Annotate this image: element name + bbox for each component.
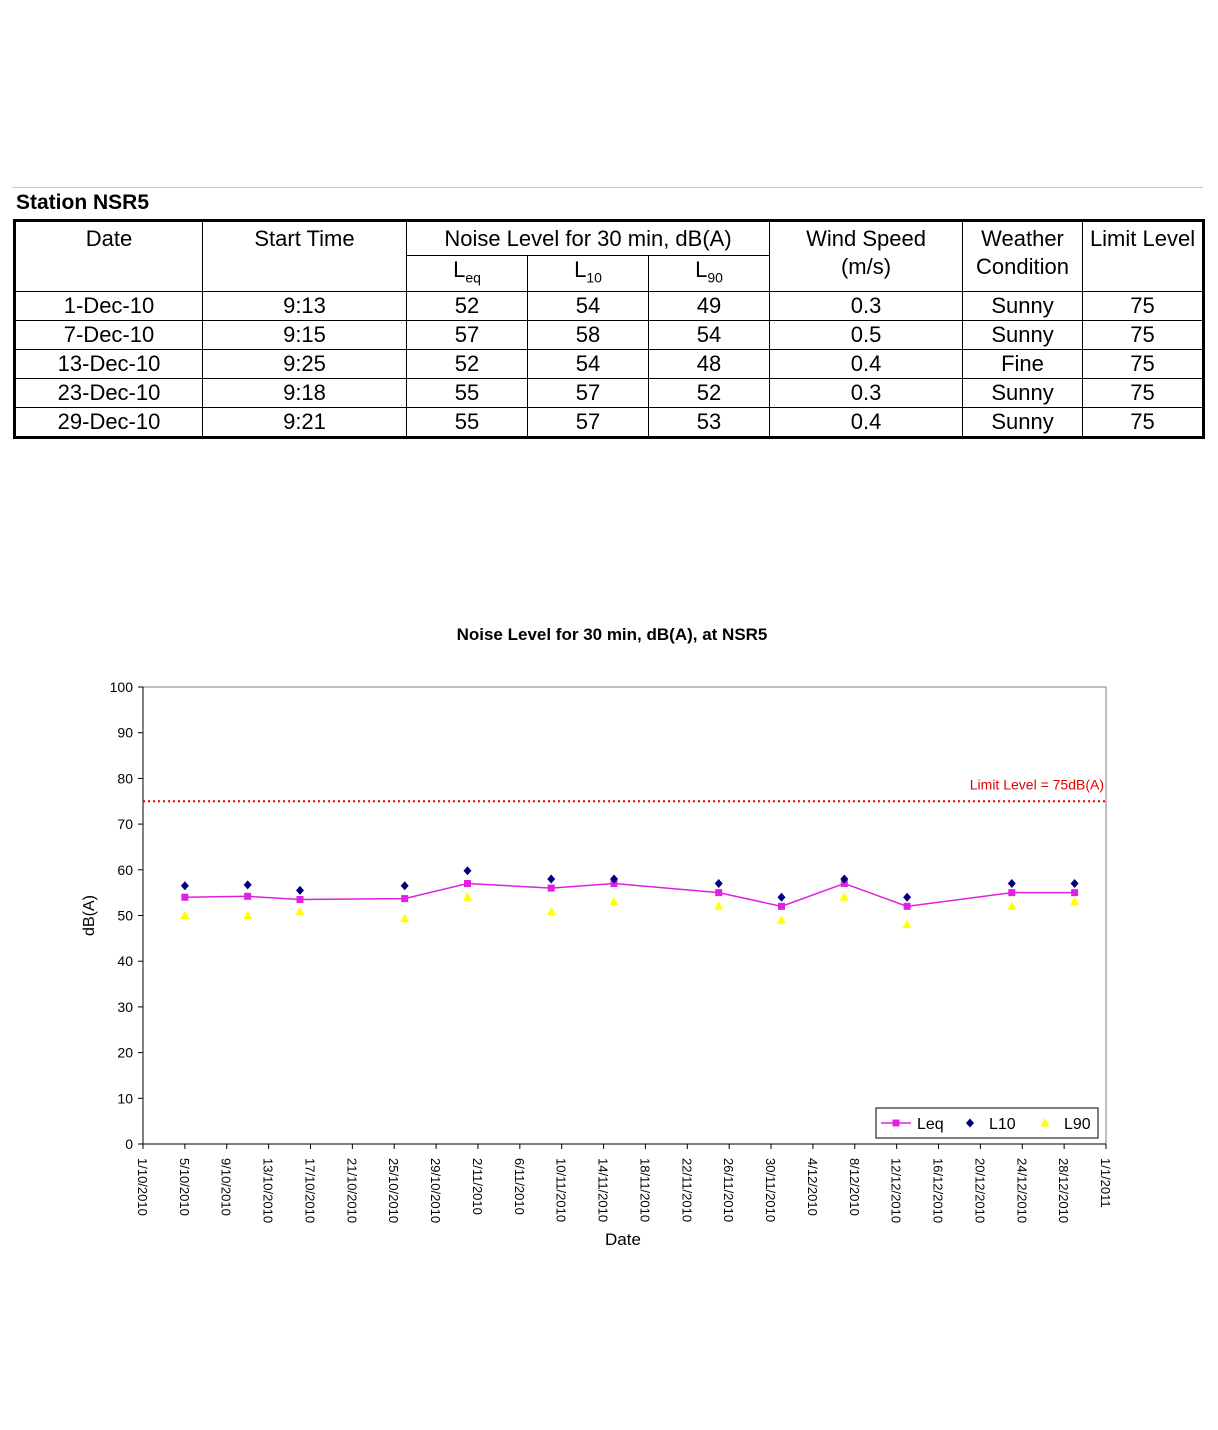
x-tick-label: 17/10/2010 <box>302 1158 318 1224</box>
y-tick-label: 90 <box>117 724 133 741</box>
x-tick-label: 1/1/2011 <box>1098 1158 1113 1208</box>
cell-weather: Sunny <box>963 321 1083 350</box>
x-tick-label: 12/12/2010 <box>888 1158 904 1224</box>
leq-point <box>778 903 785 910</box>
cell-limit: 75 <box>1083 379 1204 408</box>
x-tick-label: 16/12/2010 <box>930 1158 946 1224</box>
y-tick-label: 80 <box>117 770 133 787</box>
cell-weather: Fine <box>963 350 1083 379</box>
leq-point <box>181 894 188 901</box>
cell-limit: 75 <box>1083 408 1204 438</box>
cell-l10: 58 <box>528 321 649 350</box>
y-tick-label: 30 <box>117 998 133 1015</box>
cell-date: 29-Dec-10 <box>15 408 203 438</box>
cell-wind: 0.5 <box>770 321 963 350</box>
limit-line-label: Limit Level = 75dB(A) <box>969 776 1104 793</box>
cell-wind: 0.3 <box>770 379 963 408</box>
leq-point <box>904 903 911 910</box>
header-l90-sub: 90 <box>707 269 723 286</box>
y-axis-label: dB(A) <box>81 895 98 936</box>
cell-limit: 75 <box>1083 350 1204 379</box>
x-tick-label: 14/11/2010 <box>595 1158 611 1223</box>
x-tick-label: 8/12/2010 <box>846 1158 862 1216</box>
header-leq-sub: eq <box>465 269 481 286</box>
header-weather-line1: Weather <box>981 226 1064 251</box>
cell-weather: Sunny <box>963 292 1083 321</box>
legend-leq-label: Leq <box>917 1116 944 1133</box>
cell-weather: Sunny <box>963 408 1083 438</box>
x-tick-label: 28/12/2010 <box>1056 1158 1072 1224</box>
header-wind-line1: Wind Speed <box>806 226 926 251</box>
header-l10-base: L <box>574 257 587 282</box>
x-tick-label: 1/10/2010 <box>135 1158 150 1216</box>
legend-l90-label: L90 <box>1064 1116 1091 1133</box>
leq-point <box>1008 889 1015 896</box>
leq-point <box>244 893 251 900</box>
leq-point <box>715 889 722 896</box>
cell-l90: 49 <box>649 292 770 321</box>
x-tick-label: 22/11/2010 <box>679 1158 695 1223</box>
cell-l90: 48 <box>649 350 770 379</box>
x-tick-label: 20/12/2010 <box>972 1158 988 1224</box>
cell-wind: 0.3 <box>770 292 963 321</box>
x-tick-label: 21/10/2010 <box>344 1158 360 1224</box>
cell-leq: 57 <box>407 321 528 350</box>
cell-l90: 52 <box>649 379 770 408</box>
x-tick-label: 5/10/2010 <box>176 1158 192 1216</box>
header-l10-sub: 10 <box>586 269 602 286</box>
cell-date: 7-Dec-10 <box>15 321 203 350</box>
cell-time: 9:18 <box>203 379 407 408</box>
y-tick-label: 40 <box>117 953 133 970</box>
y-tick-label: 20 <box>117 1044 133 1061</box>
chart-title: Noise Level for 30 min, dB(A), at NSR5 <box>456 625 768 644</box>
cell-limit: 75 <box>1083 321 1204 350</box>
cell-leq: 52 <box>407 292 528 321</box>
y-tick-label: 50 <box>117 907 133 924</box>
cell-leq: 55 <box>407 408 528 438</box>
cell-limit: 75 <box>1083 292 1204 321</box>
x-tick-label: 10/11/2010 <box>553 1158 569 1223</box>
header-start-time: Start Time <box>203 221 407 292</box>
cell-l90: 54 <box>649 321 770 350</box>
cell-time: 9:13 <box>203 292 407 321</box>
plot-area <box>143 687 1106 1144</box>
x-tick-label: 26/11/2010 <box>721 1158 737 1223</box>
y-tick-label: 0 <box>125 1136 133 1152</box>
cell-time: 9:21 <box>203 408 407 438</box>
cell-date: 13-Dec-10 <box>15 350 203 379</box>
y-tick-label: 60 <box>117 861 133 878</box>
cell-l90: 53 <box>649 408 770 438</box>
x-tick-label: 30/11/2010 <box>763 1158 779 1223</box>
x-tick-label: 9/10/2010 <box>218 1158 234 1216</box>
y-tick-label: 10 <box>117 1090 133 1107</box>
cell-time: 9:15 <box>203 321 407 350</box>
leq-point <box>1071 889 1078 896</box>
cell-weather: Sunny <box>963 379 1083 408</box>
x-tick-label: 18/11/2010 <box>637 1158 653 1223</box>
header-wind-line2: (m/s) <box>840 254 892 279</box>
cell-leq: 52 <box>407 350 528 379</box>
cell-l10: 54 <box>528 350 649 379</box>
cell-l10: 54 <box>528 292 649 321</box>
cell-l10: 57 <box>528 408 649 438</box>
station-title: Station NSR5 <box>16 191 150 214</box>
header-date: Date <box>15 221 203 292</box>
legend-leq-marker <box>893 1120 900 1127</box>
header-leq-base: L <box>453 257 466 282</box>
x-tick-label: 25/10/2010 <box>386 1158 402 1224</box>
cell-wind: 0.4 <box>770 350 963 379</box>
x-tick-label: 6/11/2010 <box>511 1158 527 1215</box>
y-tick-label: 70 <box>117 816 133 833</box>
cell-leq: 55 <box>407 379 528 408</box>
legend-l10-label: L10 <box>989 1116 1016 1133</box>
x-tick-label: 13/10/2010 <box>260 1158 276 1224</box>
leq-point <box>297 896 304 903</box>
header-l90-base: L <box>695 257 708 282</box>
header-noise-level: Noise Level for 30 min, dB(A) <box>407 221 770 256</box>
x-tick-label: 2/11/2010 <box>469 1158 485 1215</box>
leq-point <box>401 895 408 902</box>
cell-l10: 57 <box>528 379 649 408</box>
cell-date: 23-Dec-10 <box>15 379 203 408</box>
x-tick-label: 24/12/2010 <box>1014 1158 1030 1224</box>
y-tick-label: 100 <box>109 679 133 695</box>
header-limit-level: Limit Level <box>1083 221 1204 292</box>
x-tick-label: 29/10/2010 <box>428 1158 444 1224</box>
x-axis-label: Date <box>605 1230 641 1249</box>
leq-point <box>548 885 555 892</box>
cell-time: 9:25 <box>203 350 407 379</box>
header-weather-line2: Condition <box>976 254 1069 279</box>
leq-point <box>464 880 471 887</box>
cell-date: 1-Dec-10 <box>15 292 203 321</box>
cell-wind: 0.4 <box>770 408 963 438</box>
x-tick-label: 4/12/2010 <box>804 1158 820 1216</box>
